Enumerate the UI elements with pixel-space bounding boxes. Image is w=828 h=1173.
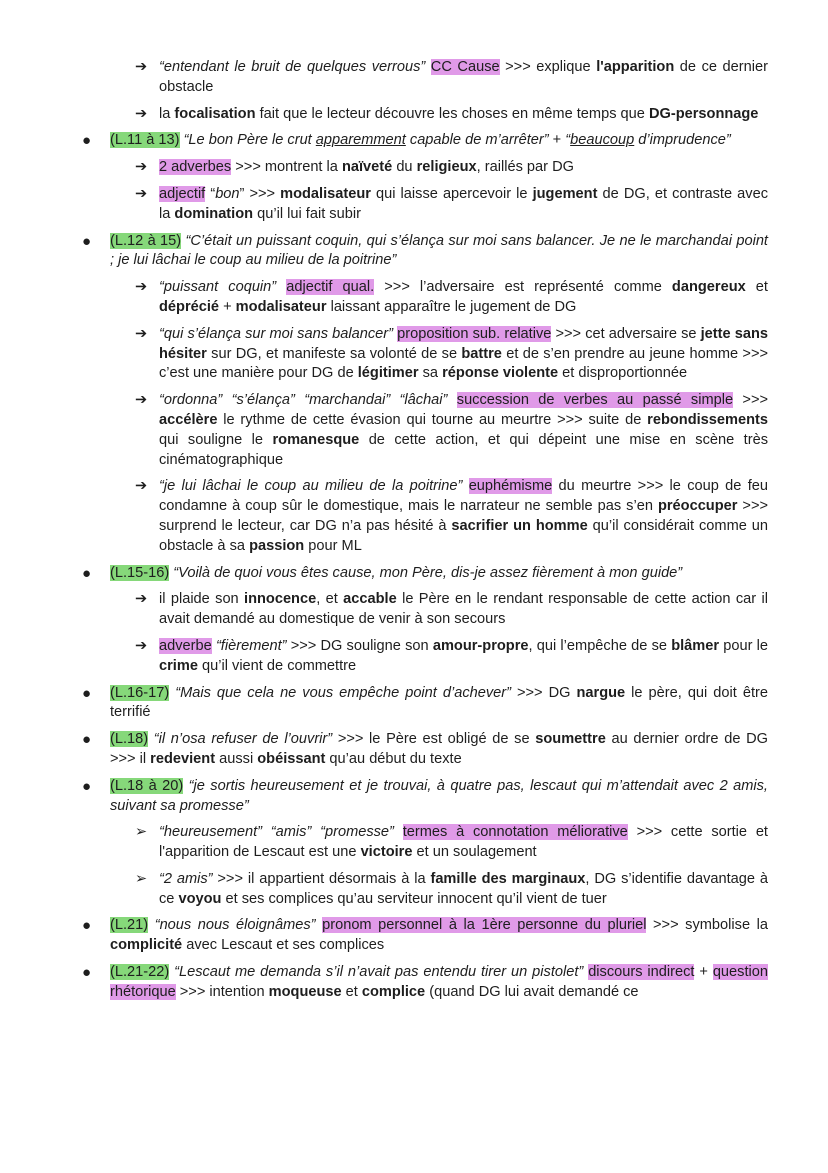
list-item: ● (L.12 à 15) “C’était un puissant coquin, qui s’élança sur moi sans balancer. Je ne le marchandai point ; je lui lâchai le coup au milieu de la poitrine” <box>82 232 768 269</box>
list-item: ➔ “ordonna” “s’élança” “marchandai” “lâchai” succession de verbes au passé simple >>> accélère le rythme de cette évasion qui tourne au meurtre >>> suite de rebondissements qui souligne le romanesque de cette action, et qui dépeint une mise en scène très cinématographique <box>135 392 768 468</box>
list-item: ● (L.21) “nous nous éloignâmes” pronom personnel à la 1ère personne du pluriel >>> symbolise la complicité avec Lescaut et ses complices <box>82 917 768 954</box>
arrow-icon: ➔ <box>135 59 148 75</box>
list-item: ➔ il plaide son innocence, et accable le Père en le rendant responsable de cette action car il avait demandé au domestique de venir à son secours <box>135 591 768 628</box>
list-item: ● (L.18) “il n’osa refuser de l’ouvrir” >>> le Père est obligé de se soumettre au dernier ordre de DG >>> il redevient aussi obéissant qu’au début du texte <box>82 731 768 767</box>
arrow-icon: ➔ <box>135 591 148 608</box>
list-item: ➔ “je lui lâchai le coup au milieu de la poitrine” euphémisme du meurtre >>> le coup de feu condamne à coup sûr le domestique, mais le narrateur ne semble pas s’en préoccuper >>> surprend le lecteur, car DG n’a pas hésité à sacrifier un homme qu’il considérait comme un obstacle à sa passion pour ML <box>135 478 768 554</box>
arrow-icon: ➔ <box>135 185 148 202</box>
chevron-right-icon: ➢ <box>135 824 148 841</box>
arrow-icon: ➔ <box>135 105 148 122</box>
list-item: ➔ adjectif “bon” >>> modalisateur qui laisse apercevoir le jugement de DG, et contraste avec la domination qu’il lui fait subir <box>135 185 768 222</box>
arrow-icon: ➔ <box>135 159 148 176</box>
bullet-icon: ● <box>82 964 92 982</box>
bullet-icon: ● <box>82 731 92 749</box>
list-item: ➢ “2 amis” >>> il appartient désormais à la famille des marginaux, DG s’identifie davantage à ce voyou et ses complices qu’au serviteur innocent qu’il vient de tuer <box>135 870 768 907</box>
bullet-icon: ● <box>82 917 92 935</box>
bullet-icon: ● <box>82 132 92 150</box>
list-item: ➔ “qui s’élança sur moi sans balancer” proposition sub. relative >>> cet adversaire se jette sans hésiter sur DG, et manifeste sa volonté de se battre et de s’en prendre au jeune homme >>> c’est une manière pour DG de légitimer sa réponse violente et disproportionnée <box>135 325 769 382</box>
chevron-right-icon: ➢ <box>135 870 148 887</box>
list-item: ➔ la focalisation fait que le lecteur découvre les choses en même temps que DG-personnage <box>159 105 768 125</box>
arrow-icon: ➔ <box>135 279 148 296</box>
list-item: ● (L.16-17) “Mais que cela ne vous empêche point d’achever” >>> DG nargue le père, qui doit être terrifié <box>82 684 768 721</box>
list-item: ➔ “entendant le bruit de quelques verrous” CC Cause >>> explique l'apparition de ce dernier obstacle <box>135 59 768 95</box>
bullet-icon: ● <box>82 684 92 702</box>
arrow-icon: ➔ <box>135 392 148 409</box>
list-item: ➢ “heureusement” “amis” “promesse” termes à connotation méliorative >>> cette sortie et l'apparition de Lescaut est une victoire et un soulagement <box>135 824 768 861</box>
list-item: ➔ 2 adverbes >>> montrent la naïveté du religieux, raillés par DG <box>159 158 768 178</box>
arrow-icon: ➔ <box>135 637 148 654</box>
list-item: ➔ adverbe “fièrement” >>> DG souligne son amour-propre, qui l’empêche de se blâmer pour le crime qu’il vient de commettre <box>135 637 769 674</box>
bullet-icon: ● <box>82 777 92 795</box>
bullet-icon: ● <box>82 232 92 250</box>
arrow-icon: ➔ <box>135 478 148 495</box>
arrow-icon: ➔ <box>135 325 148 342</box>
list-item: ➔ “puissant coquin” adjectif qual. >>> l’adversaire est représenté comme dangereux et déprécié + modalisateur laissant apparaître le jugement de DG <box>135 279 768 315</box>
list-item: ● (L.15-16) “Voilà de quoi vous êtes cause, mon Père, dis-je assez fièrement à mon guide” <box>82 564 683 582</box>
bullet-icon: ● <box>82 564 92 582</box>
list-item: ● (L.18 à 20) “je sortis heureusement et je trouvai, à quatre pas, lescaut qui m’attendait avec 2 amis, suivant sa promesse” <box>82 777 768 814</box>
list-item: ● (L.11 à 13) “Le bon Père le crut apparemment capable de m’arrêter” + “beaucoup d’imprudence” <box>82 132 731 150</box>
list-item: ● (L.21-22) “Lescaut me demanda s’il n’avait pas entendu tirer un pistolet” discours indirect + question rhétorique >>> intention moqueuse et complice (quand DG lui avait demandé ce <box>82 964 768 1000</box>
